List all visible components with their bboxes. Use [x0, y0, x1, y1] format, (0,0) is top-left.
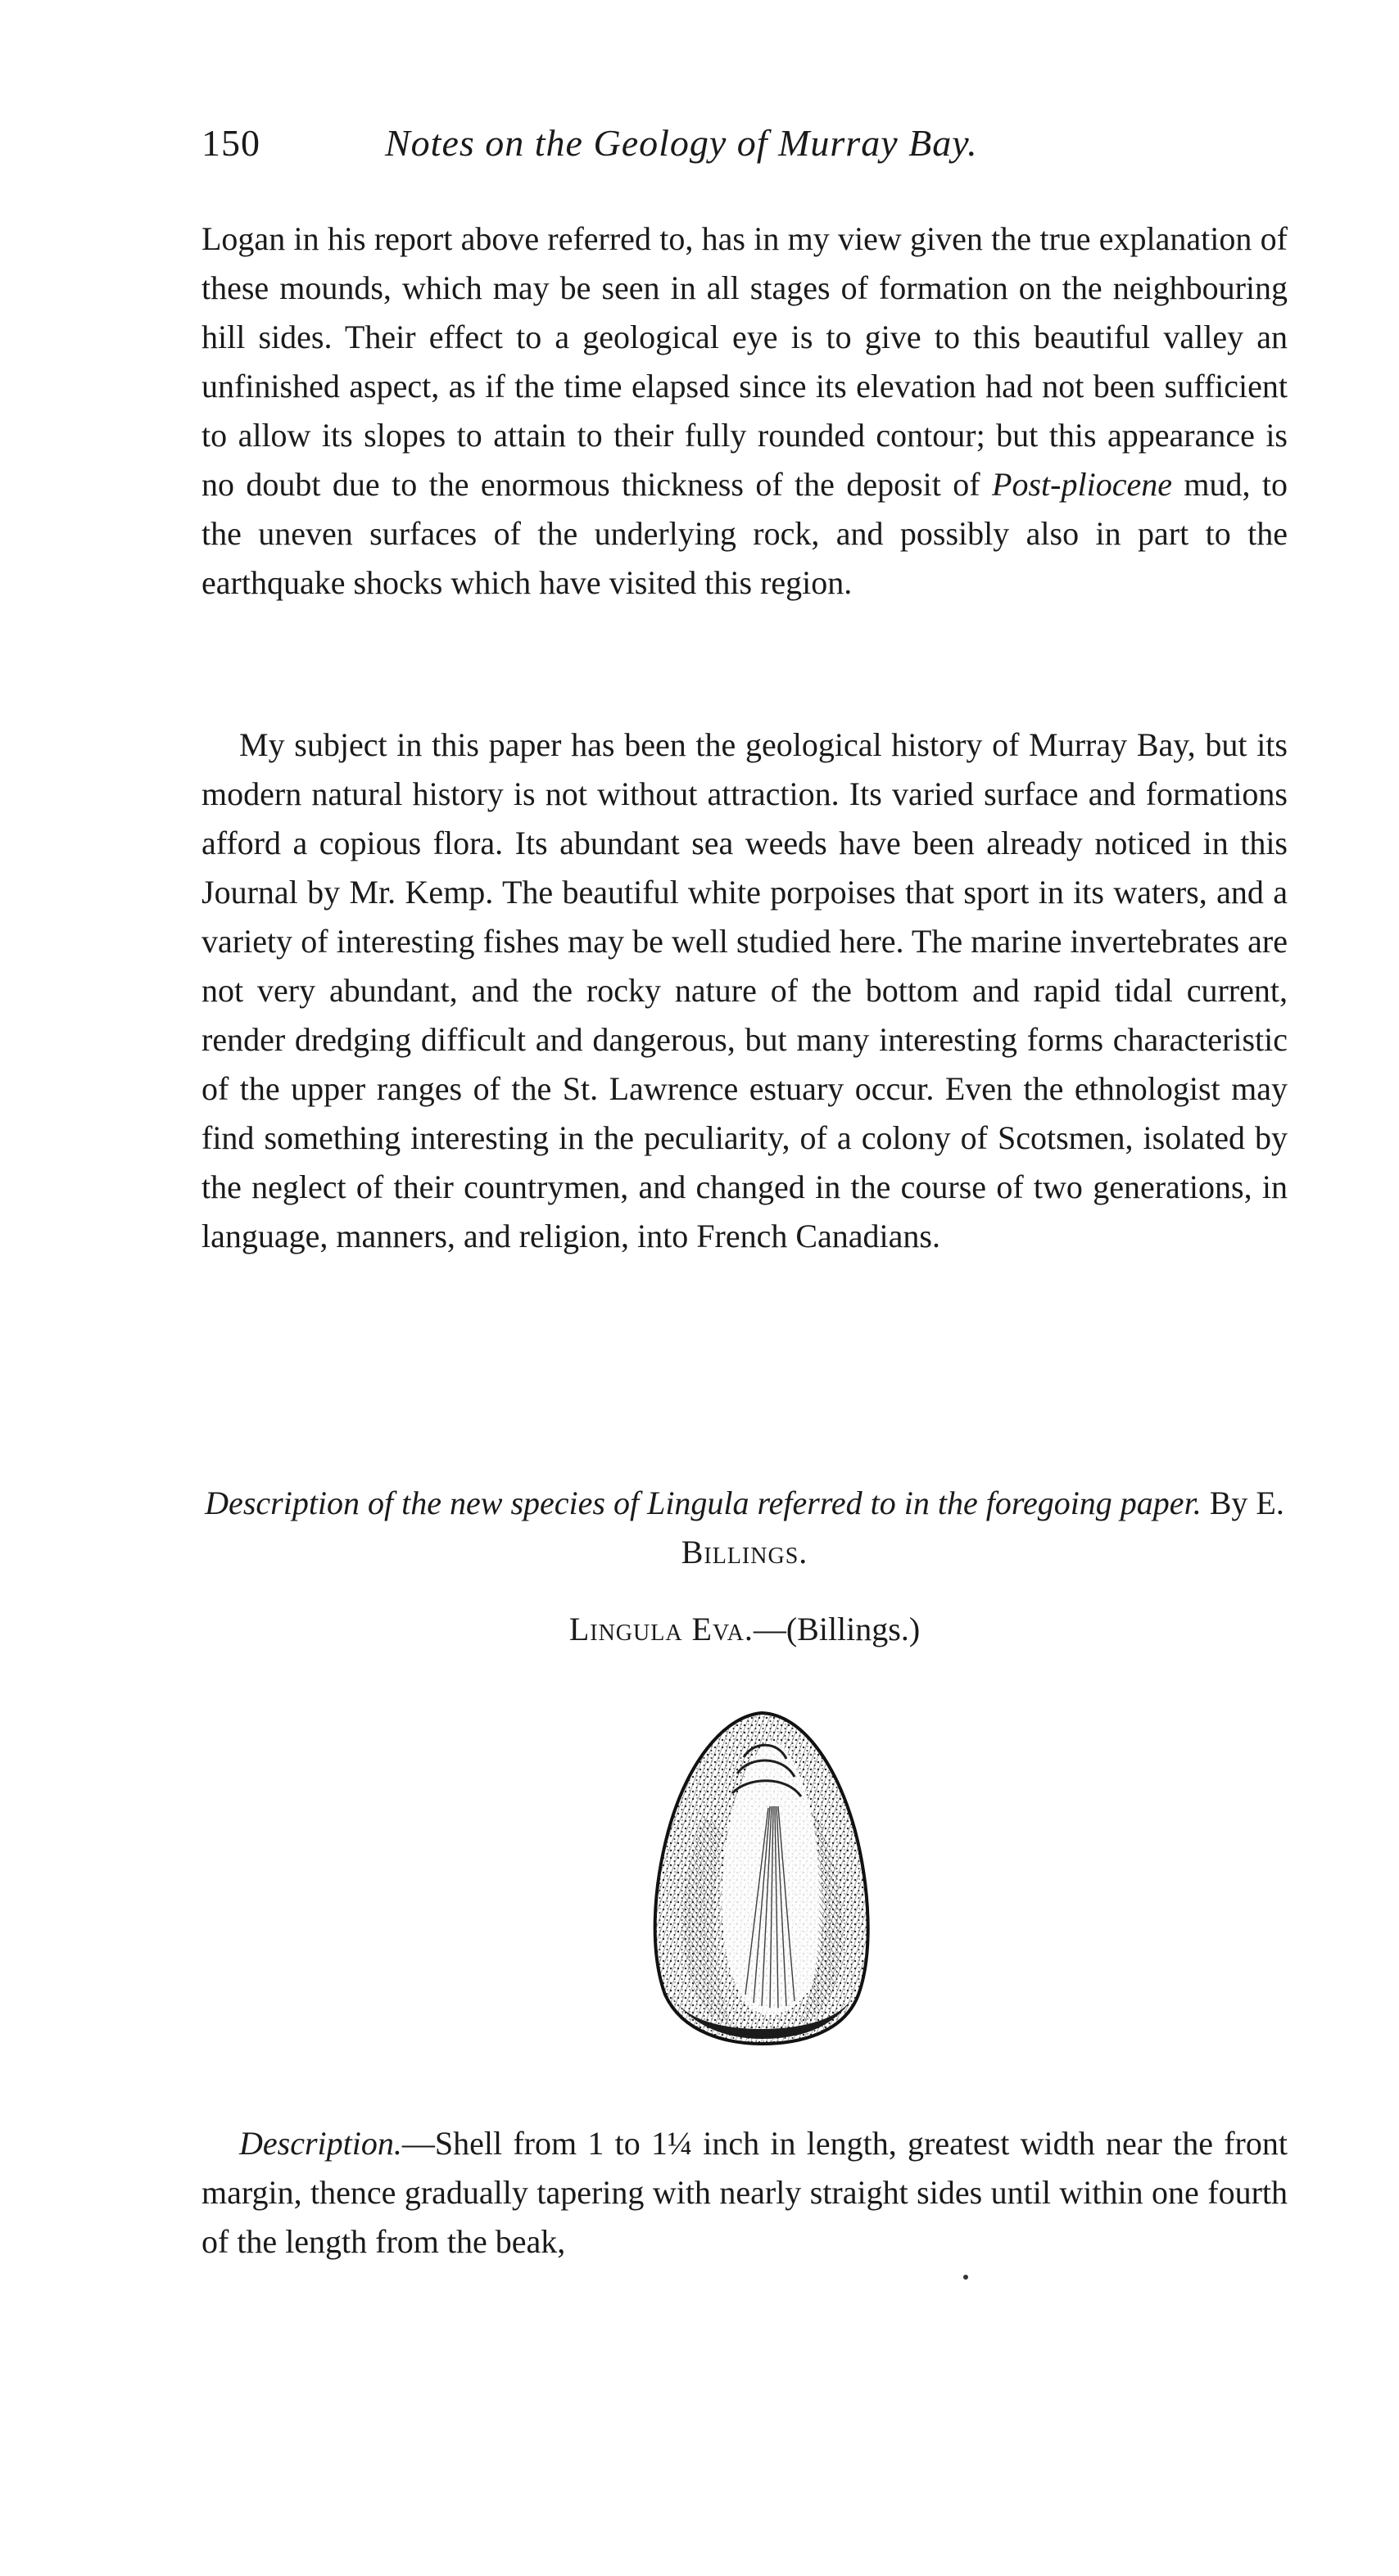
description-title-author: Billings. — [681, 1534, 808, 1570]
running-title: Notes on the Geology of Murray Bay. — [385, 122, 978, 164]
paragraph-text: —Shell from 1 to 1¼ inch in length, greatest width near the front margin, thence gradually tapering with nearly straight sides until within one fourth of the length from the beak, — [201, 2125, 1288, 2260]
paragraph-description — [201, 2119, 1288, 2266]
page-number: 150 — [201, 122, 260, 164]
species-heading — [201, 1605, 1288, 1654]
paragraph-text: mud, to the uneven surfaces of the underlying rock, and possibly also in part to the earthquake shocks which have visited this region. — [201, 466, 1288, 601]
page-header — [201, 121, 1201, 170]
paragraph-murray-bay-mounds — [201, 215, 1288, 608]
species-attribution: —(Billings.) — [753, 1611, 921, 1647]
species-name: Lingula Eva. — [568, 1611, 754, 1647]
paragraph-text: Logan in his report above referred to, has in my view given the true explanation of these mounds, which may be seen in all stages of formation on the neighbouring hill sides. Their effect to a geological eye is to give to this beautiful valley an unfinished aspect, as if the time elapsed since its elevation had not been sufficient to allow its slopes to attain to their fully rounded contour; but this appearance is no doubt due to the enormous thickness of the deposit of — [201, 220, 1288, 503]
paragraph-text: My subject in this paper has been the geological history of Murray Bay, but its modern natural history is not without attraction. Its varied surface and formations afford a copious flora. Its abundant sea weeds have been already noticed in this Journal by Mr. Kemp. The beautiful white porpoises that sport in its waters, and a variety of interesting fishes may be well studied here. The marine invertebrates are not very abundant, and the rocky nature of the bottom and rapid tidal current, render dredging difficult and dangerous, but many interesting forms characteristic of the upper ranges of the St. Lawrence estuary occur. Even the ethnologist may find something interesting in the peculiarity, of a colony of Scotsmen, isolated by the neglect of their countrymen, and changed in the course of two generations, in language, manners, and religion, into French Canadians. — [201, 726, 1288, 1254]
italic-term: Post-pliocene — [992, 466, 1172, 503]
paragraph-natural-history — [201, 721, 1288, 1261]
description-label: Description. — [239, 2125, 402, 2162]
description-title-italic: Description of the new species of Lingula referred to in the foregoing paper. — [205, 1485, 1202, 1521]
lingula-shell-illustration — [647, 1708, 876, 2049]
printer-mark — [963, 2275, 968, 2280]
description-title-by: By E. — [1209, 1485, 1284, 1521]
description-title — [201, 1479, 1288, 1577]
